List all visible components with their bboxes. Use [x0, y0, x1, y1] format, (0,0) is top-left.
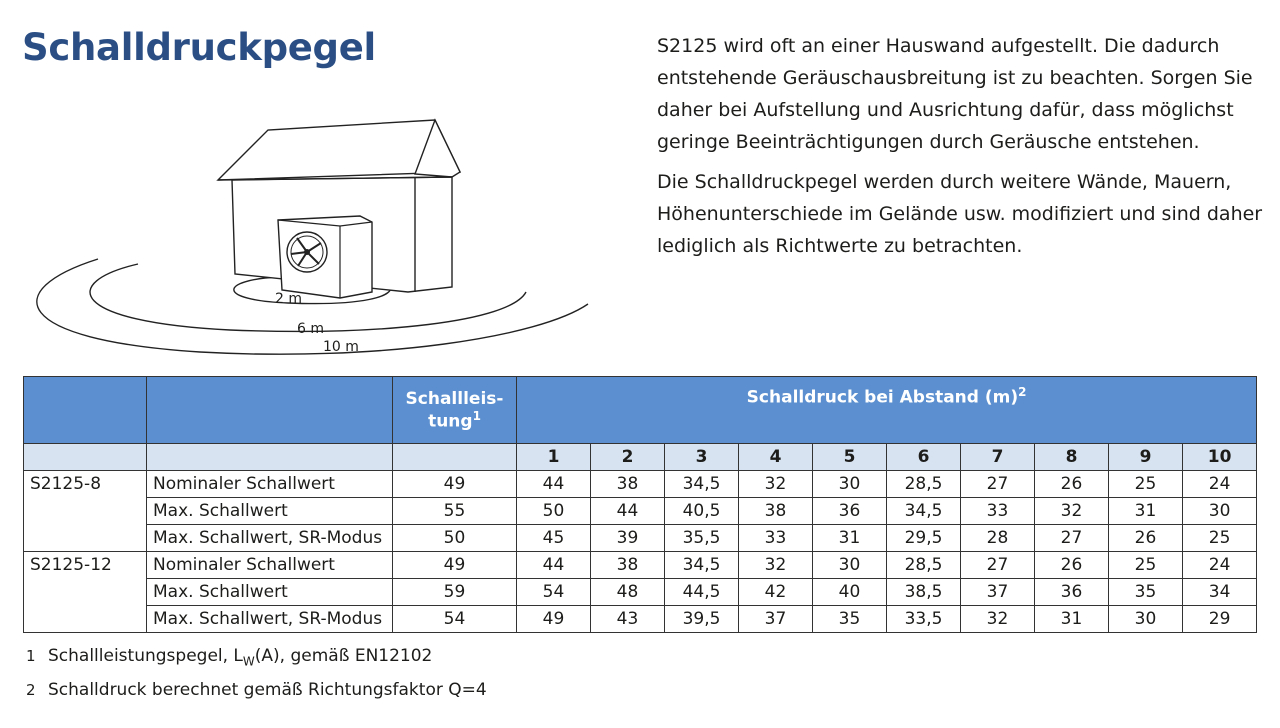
sound-pressure-cell: 33	[739, 525, 813, 552]
subheader-empty	[24, 444, 147, 471]
sound-pressure-cell: 28,5	[887, 552, 961, 579]
sound-power-cell: 49	[393, 471, 517, 498]
sound-pressure-cell: 36	[813, 498, 887, 525]
subheader-empty	[393, 444, 517, 471]
sound-pressure-cell: 40,5	[665, 498, 739, 525]
sound-pressure-cell: 43	[591, 606, 665, 633]
model-cell: S2125-12	[24, 552, 147, 633]
sound-pressure-cell: 31	[1109, 498, 1183, 525]
sound-pressure-cell: 32	[739, 471, 813, 498]
sound-pressure-cell: 38,5	[887, 579, 961, 606]
sound-pressure-cell: 38	[591, 552, 665, 579]
distance-header-cell: 6	[887, 444, 961, 471]
sound-pressure-cell: 44	[591, 498, 665, 525]
sound-pressure-table	[23, 376, 1257, 633]
sound-pressure-cell: 29,5	[887, 525, 961, 552]
intro-paragraph-2: Die Schalldruckpegel werden durch weitere Wände, Mauern, Höhenunterschiede im Gelände usw. modifiziert und sind daher lediglich als Richtwerte zu betrachten.	[657, 171, 1263, 257]
distance-header-cell: 1	[517, 444, 591, 471]
page-title: Schalldruckpegel	[22, 26, 376, 69]
distance-header-cell: 2	[591, 444, 665, 471]
sound-pressure-cell: 25	[1109, 471, 1183, 498]
sound-pressure-cell: 26	[1109, 525, 1183, 552]
sound-pressure-cell: 32	[1035, 498, 1109, 525]
sound-pressure-cell: 44	[517, 552, 591, 579]
sound-pressure-cell: 45	[517, 525, 591, 552]
sound-power-cell: 54	[393, 606, 517, 633]
sound-pressure-cell: 35,5	[665, 525, 739, 552]
table-row	[24, 606, 1257, 633]
intro-text	[657, 30, 1267, 270]
table-row	[24, 498, 1257, 525]
sound-pressure-cell: 37	[739, 606, 813, 633]
header-sound-pressure: Schalldruck bei Abstand $(m)^2$	[517, 377, 1257, 444]
sound-pressure-cell: 32	[961, 606, 1035, 633]
sound-pressure-cell: 34,5	[665, 471, 739, 498]
sound-pressure-cell: 35	[1109, 579, 1183, 606]
sound-pressure-cell: 44,5	[665, 579, 739, 606]
sound-pressure-cell: 54	[517, 579, 591, 606]
sound-pressure-cell: 39,5	[665, 606, 739, 633]
sound-power-cell: 49	[393, 552, 517, 579]
sound-pressure-cell: 27	[961, 552, 1035, 579]
sound-pressure-cell: 29	[1183, 606, 1257, 633]
model-cell: S2125-8	[24, 471, 147, 552]
intro-paragraph-1: S2125 wird oft an einer Hauswand aufgestellt. Die dadurch entstehende Geräuschausbreitung ist zu beachten. Sorgen Sie daher bei Aufstellung und Ausrichtung dafür, dass möglichst geringe Beeinträchtigungen durch Geräusche entstehen.	[657, 35, 1253, 153]
distance-header-cell: 4	[739, 444, 813, 471]
sound-pressure-cell: 34	[1183, 579, 1257, 606]
subheader-empty	[147, 444, 393, 471]
footnote-1: 1 Schallleistungspegel, $L_W(A)$, gemäß EN12102	[26, 646, 433, 669]
sound-pressure-cell: 48	[591, 579, 665, 606]
row-label-cell: Nominaler Schallwert	[147, 471, 393, 498]
sound-pressure-cell: 50	[517, 498, 591, 525]
sound-pressure-cell: 36	[1035, 579, 1109, 606]
sound-pressure-cell: 38	[591, 471, 665, 498]
distance-header-cell: 9	[1109, 444, 1183, 471]
sound-pressure-cell: 30	[1109, 606, 1183, 633]
sound-pressure-cell: 39	[591, 525, 665, 552]
sound-pressure-cell: 26	[1035, 552, 1109, 579]
sound-pressure-cell: 35	[813, 606, 887, 633]
sound-pressure-cell: 31	[813, 525, 887, 552]
sound-pressure-cell: 27	[1035, 525, 1109, 552]
distance-label-6m: 6 m	[297, 321, 324, 337]
table-row	[24, 579, 1257, 606]
house-heatpump-illustration	[20, 112, 620, 362]
footnote-2: 2 Schalldruck berechnet gemäß Richtungsfaktor Q=4	[26, 680, 487, 700]
distance-header-cell: 5	[813, 444, 887, 471]
table-row	[24, 552, 1257, 579]
distance-label-2m: 2 m	[275, 291, 302, 307]
table-row	[24, 471, 1257, 498]
row-label-cell: Max. Schallwert	[147, 579, 393, 606]
sound-pressure-cell: 25	[1109, 552, 1183, 579]
header-empty-label	[147, 377, 393, 444]
sound-pressure-cell: 33	[961, 498, 1035, 525]
sound-pressure-cell: 32	[739, 552, 813, 579]
table-row	[24, 525, 1257, 552]
sound-pressure-cell: 30	[813, 471, 887, 498]
sound-pressure-cell: 28,5	[887, 471, 961, 498]
sound-pressure-cell: 24	[1183, 471, 1257, 498]
sound-pressure-cell: 40	[813, 579, 887, 606]
sound-pressure-cell: 26	[1035, 471, 1109, 498]
sound-pressure-cell: 27	[961, 471, 1035, 498]
sound-pressure-cell: 44	[517, 471, 591, 498]
distance-label-10m: 10 m	[323, 339, 359, 355]
distance-header-cell: 8	[1035, 444, 1109, 471]
row-label-cell: Max. Schallwert	[147, 498, 393, 525]
distance-header-cell: 3	[665, 444, 739, 471]
sound-pressure-cell: 25	[1183, 525, 1257, 552]
row-label-cell: Nominaler Schallwert	[147, 552, 393, 579]
sound-pressure-cell: 38	[739, 498, 813, 525]
sound-pressure-cell: 30	[813, 552, 887, 579]
header-sound-power: Schallleis- tung$^1$	[393, 377, 517, 444]
header-empty-model	[24, 377, 147, 444]
sound-pressure-cell: 37	[961, 579, 1035, 606]
sound-power-cell: 50	[393, 525, 517, 552]
sound-pressure-cell: 33,5	[887, 606, 961, 633]
distance-header-cell: 7	[961, 444, 1035, 471]
row-label-cell: Max. Schallwert, SR-Modus	[147, 606, 393, 633]
sound-pressure-cell: 28	[961, 525, 1035, 552]
sound-power-cell: 59	[393, 579, 517, 606]
sound-pressure-cell: 34,5	[887, 498, 961, 525]
sound-pressure-cell: 34,5	[665, 552, 739, 579]
distance-header-cell: 10	[1183, 444, 1257, 471]
sound-pressure-cell: 24	[1183, 552, 1257, 579]
sound-pressure-cell: 31	[1035, 606, 1109, 633]
sound-pressure-cell: 30	[1183, 498, 1257, 525]
sound-power-cell: 55	[393, 498, 517, 525]
sound-pressure-cell: 42	[739, 579, 813, 606]
row-label-cell: Max. Schallwert, SR-Modus	[147, 525, 393, 552]
sound-pressure-cell: 49	[517, 606, 591, 633]
